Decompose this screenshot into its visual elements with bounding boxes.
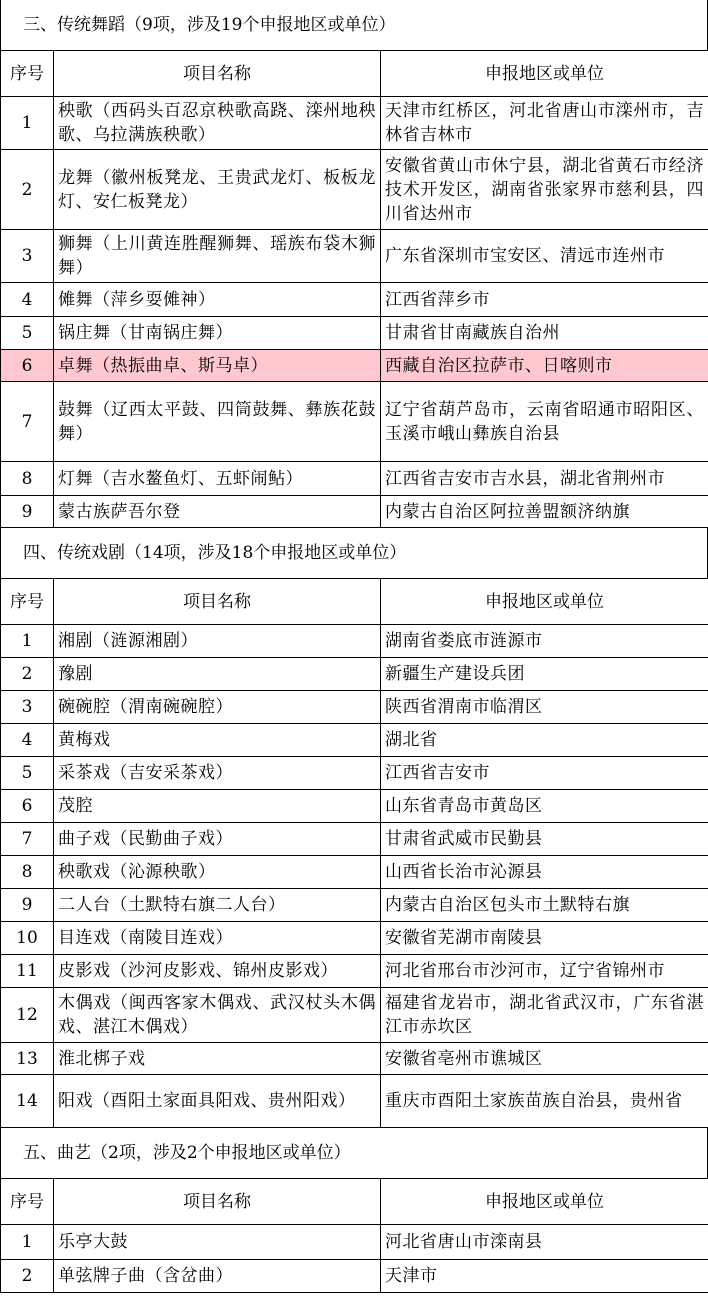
row-number: 3 bbox=[1, 230, 54, 283]
table-row bbox=[1, 856, 708, 889]
table-row bbox=[1, 889, 708, 922]
table-row bbox=[1, 988, 708, 1043]
header-project-name: 项目名称 bbox=[54, 1179, 381, 1225]
row-number: 10 bbox=[1, 922, 54, 955]
row-number: 6 bbox=[1, 350, 54, 382]
table-header-row bbox=[1, 51, 708, 97]
project-name: 茂腔 bbox=[54, 790, 381, 823]
row-number: 5 bbox=[1, 317, 54, 350]
table-row bbox=[1, 1260, 708, 1293]
region: 山西省长治市沁源县 bbox=[381, 856, 708, 889]
row-number: 8 bbox=[1, 462, 54, 496]
header-region: 申报地区或单位 bbox=[381, 579, 708, 625]
header-region: 申报地区或单位 bbox=[381, 51, 708, 97]
row-number: 2 bbox=[1, 150, 54, 230]
row-number: 6 bbox=[1, 790, 54, 823]
region: 湖南省娄底市涟源市 bbox=[381, 625, 708, 658]
region: 甘肃省甘南藏族自治州 bbox=[381, 317, 708, 350]
table-row bbox=[1, 283, 708, 317]
row-number: 2 bbox=[1, 1260, 54, 1293]
region: 山东省青岛市黄岛区 bbox=[381, 790, 708, 823]
row-number: 14 bbox=[1, 1075, 54, 1128]
table-row bbox=[1, 955, 708, 988]
region: 江西省吉安市吉水县，湖北省荆州市 bbox=[381, 462, 708, 496]
project-name: 乐亭大鼓 bbox=[54, 1225, 381, 1260]
table-row bbox=[1, 691, 708, 724]
row-number: 7 bbox=[1, 823, 54, 856]
table-row bbox=[1, 150, 708, 230]
table-header-row bbox=[1, 579, 708, 625]
region: 福建省龙岩市，湖北省武汉市，广东省湛江市赤坎区 bbox=[381, 988, 708, 1043]
table-row bbox=[1, 625, 708, 658]
project-name: 二人台（土默特右旗二人台） bbox=[54, 889, 381, 922]
project-name: 鼓舞（辽西太平鼓、四筒鼓舞、彝族花鼓舞） bbox=[54, 382, 381, 462]
project-name: 阳戏（酉阳土家面具阳戏、贵州阳戏） bbox=[54, 1075, 381, 1128]
project-name: 淮北梆子戏 bbox=[54, 1043, 381, 1075]
section-title: 四、传统戏剧（14项，涉及18个申报地区或单位） bbox=[0, 528, 708, 578]
row-number: 9 bbox=[1, 496, 54, 528]
header-number: 序号 bbox=[1, 51, 54, 97]
region: 天津市红桥区，河北省唐山市滦州市，吉林省吉林市 bbox=[381, 97, 708, 150]
region: 广东省深圳市宝安区、清远市连州市 bbox=[381, 230, 708, 283]
header-number: 序号 bbox=[1, 579, 54, 625]
project-name: 龙舞（徽州板凳龙、王贵武龙灯、板板龙灯、安仁板凳龙） bbox=[54, 150, 381, 230]
table-row bbox=[1, 757, 708, 790]
table-row bbox=[1, 317, 708, 350]
table-row bbox=[1, 658, 708, 691]
row-number: 13 bbox=[1, 1043, 54, 1075]
project-table bbox=[0, 1178, 708, 1293]
region: 辽宁省葫芦岛市，云南省昭通市昭阳区、玉溪市峨山彝族自治县 bbox=[381, 382, 708, 462]
region: 安徽省黄山市休宁县，湖北省黄石市经济技术开发区，湖南省张家界市慈利县，四川省达州市 bbox=[381, 150, 708, 230]
table-row bbox=[1, 1075, 708, 1128]
table-row-highlighted bbox=[1, 350, 708, 382]
row-number: 12 bbox=[1, 988, 54, 1043]
project-name: 皮影戏（沙河皮影戏、锦州皮影戏） bbox=[54, 955, 381, 988]
project-name: 狮舞（上川黄连胜醒狮舞、瑶族布袋木狮舞） bbox=[54, 230, 381, 283]
region: 内蒙古自治区包头市土默特右旗 bbox=[381, 889, 708, 922]
region: 陕西省渭南市临渭区 bbox=[381, 691, 708, 724]
project-name: 湘剧（涟源湘剧） bbox=[54, 625, 381, 658]
table-row bbox=[1, 823, 708, 856]
project-name: 木偶戏（闽西客家木偶戏、武汉杖头木偶戏、湛江木偶戏） bbox=[54, 988, 381, 1043]
table-row bbox=[1, 1225, 708, 1260]
region: 河北省唐山市滦南县 bbox=[381, 1225, 708, 1260]
project-name: 目连戏（南陵目连戏） bbox=[54, 922, 381, 955]
project-name: 卓舞（热振曲卓、斯马卓） bbox=[54, 350, 381, 382]
region: 河北省邢台市沙河市，辽宁省锦州市 bbox=[381, 955, 708, 988]
row-number: 4 bbox=[1, 283, 54, 317]
row-number: 7 bbox=[1, 382, 54, 462]
region: 江西省萍乡市 bbox=[381, 283, 708, 317]
table-row bbox=[1, 230, 708, 283]
project-name: 豫剧 bbox=[54, 658, 381, 691]
region: 西藏自治区拉萨市、日喀则市 bbox=[381, 350, 708, 382]
project-name: 黄梅戏 bbox=[54, 724, 381, 757]
row-number: 4 bbox=[1, 724, 54, 757]
project-name: 秧歌（西码头百忍京秧歌高跷、滦州地秧歌、乌拉满族秧歌） bbox=[54, 97, 381, 150]
region: 甘肃省武威市民勤县 bbox=[381, 823, 708, 856]
section-title: 三、传统舞蹈（9项，涉及19个申报地区或单位） bbox=[0, 0, 708, 50]
region: 内蒙古自治区阿拉善盟额济纳旗 bbox=[381, 496, 708, 528]
project-table bbox=[0, 578, 708, 1128]
region: 安徽省芜湖市南陵县 bbox=[381, 922, 708, 955]
table-row bbox=[1, 790, 708, 823]
project-name: 傩舞（萍乡耍傩神） bbox=[54, 283, 381, 317]
region: 安徽省亳州市谯城区 bbox=[381, 1043, 708, 1075]
project-table bbox=[0, 50, 708, 528]
table-header-row bbox=[1, 1179, 708, 1225]
row-number: 3 bbox=[1, 691, 54, 724]
region: 新疆生产建设兵团 bbox=[381, 658, 708, 691]
region: 重庆市酉阳土家族苗族自治县，贵州省 bbox=[381, 1075, 708, 1128]
row-number: 11 bbox=[1, 955, 54, 988]
project-name: 锅庄舞（甘南锅庄舞） bbox=[54, 317, 381, 350]
project-name: 曲子戏（民勤曲子戏） bbox=[54, 823, 381, 856]
header-project-name: 项目名称 bbox=[54, 51, 381, 97]
project-name: 秧歌戏（沁源秧歌） bbox=[54, 856, 381, 889]
table-row bbox=[1, 462, 708, 496]
project-name: 灯舞（吉水鳌鱼灯、五虾闹鲇） bbox=[54, 462, 381, 496]
table-row bbox=[1, 382, 708, 462]
table-row bbox=[1, 97, 708, 150]
row-number: 1 bbox=[1, 1225, 54, 1260]
table-row bbox=[1, 1043, 708, 1075]
row-number: 5 bbox=[1, 757, 54, 790]
header-number: 序号 bbox=[1, 1179, 54, 1225]
section-title: 五、曲艺（2项，涉及2个申报地区或单位） bbox=[0, 1128, 708, 1178]
project-name: 碗碗腔（渭南碗碗腔） bbox=[54, 691, 381, 724]
row-number: 1 bbox=[1, 625, 54, 658]
row-number: 1 bbox=[1, 97, 54, 150]
region: 天津市 bbox=[381, 1260, 708, 1293]
project-name: 采茶戏（吉安采茶戏） bbox=[54, 757, 381, 790]
row-number: 2 bbox=[1, 658, 54, 691]
header-project-name: 项目名称 bbox=[54, 579, 381, 625]
project-name: 蒙古族萨吾尔登 bbox=[54, 496, 381, 528]
table-row bbox=[1, 922, 708, 955]
row-number: 9 bbox=[1, 889, 54, 922]
table-row bbox=[1, 724, 708, 757]
row-number: 8 bbox=[1, 856, 54, 889]
table-row bbox=[1, 496, 708, 528]
project-name: 单弦牌子曲（含岔曲） bbox=[54, 1260, 381, 1293]
header-region: 申报地区或单位 bbox=[381, 1179, 708, 1225]
region: 江西省吉安市 bbox=[381, 757, 708, 790]
region: 湖北省 bbox=[381, 724, 708, 757]
